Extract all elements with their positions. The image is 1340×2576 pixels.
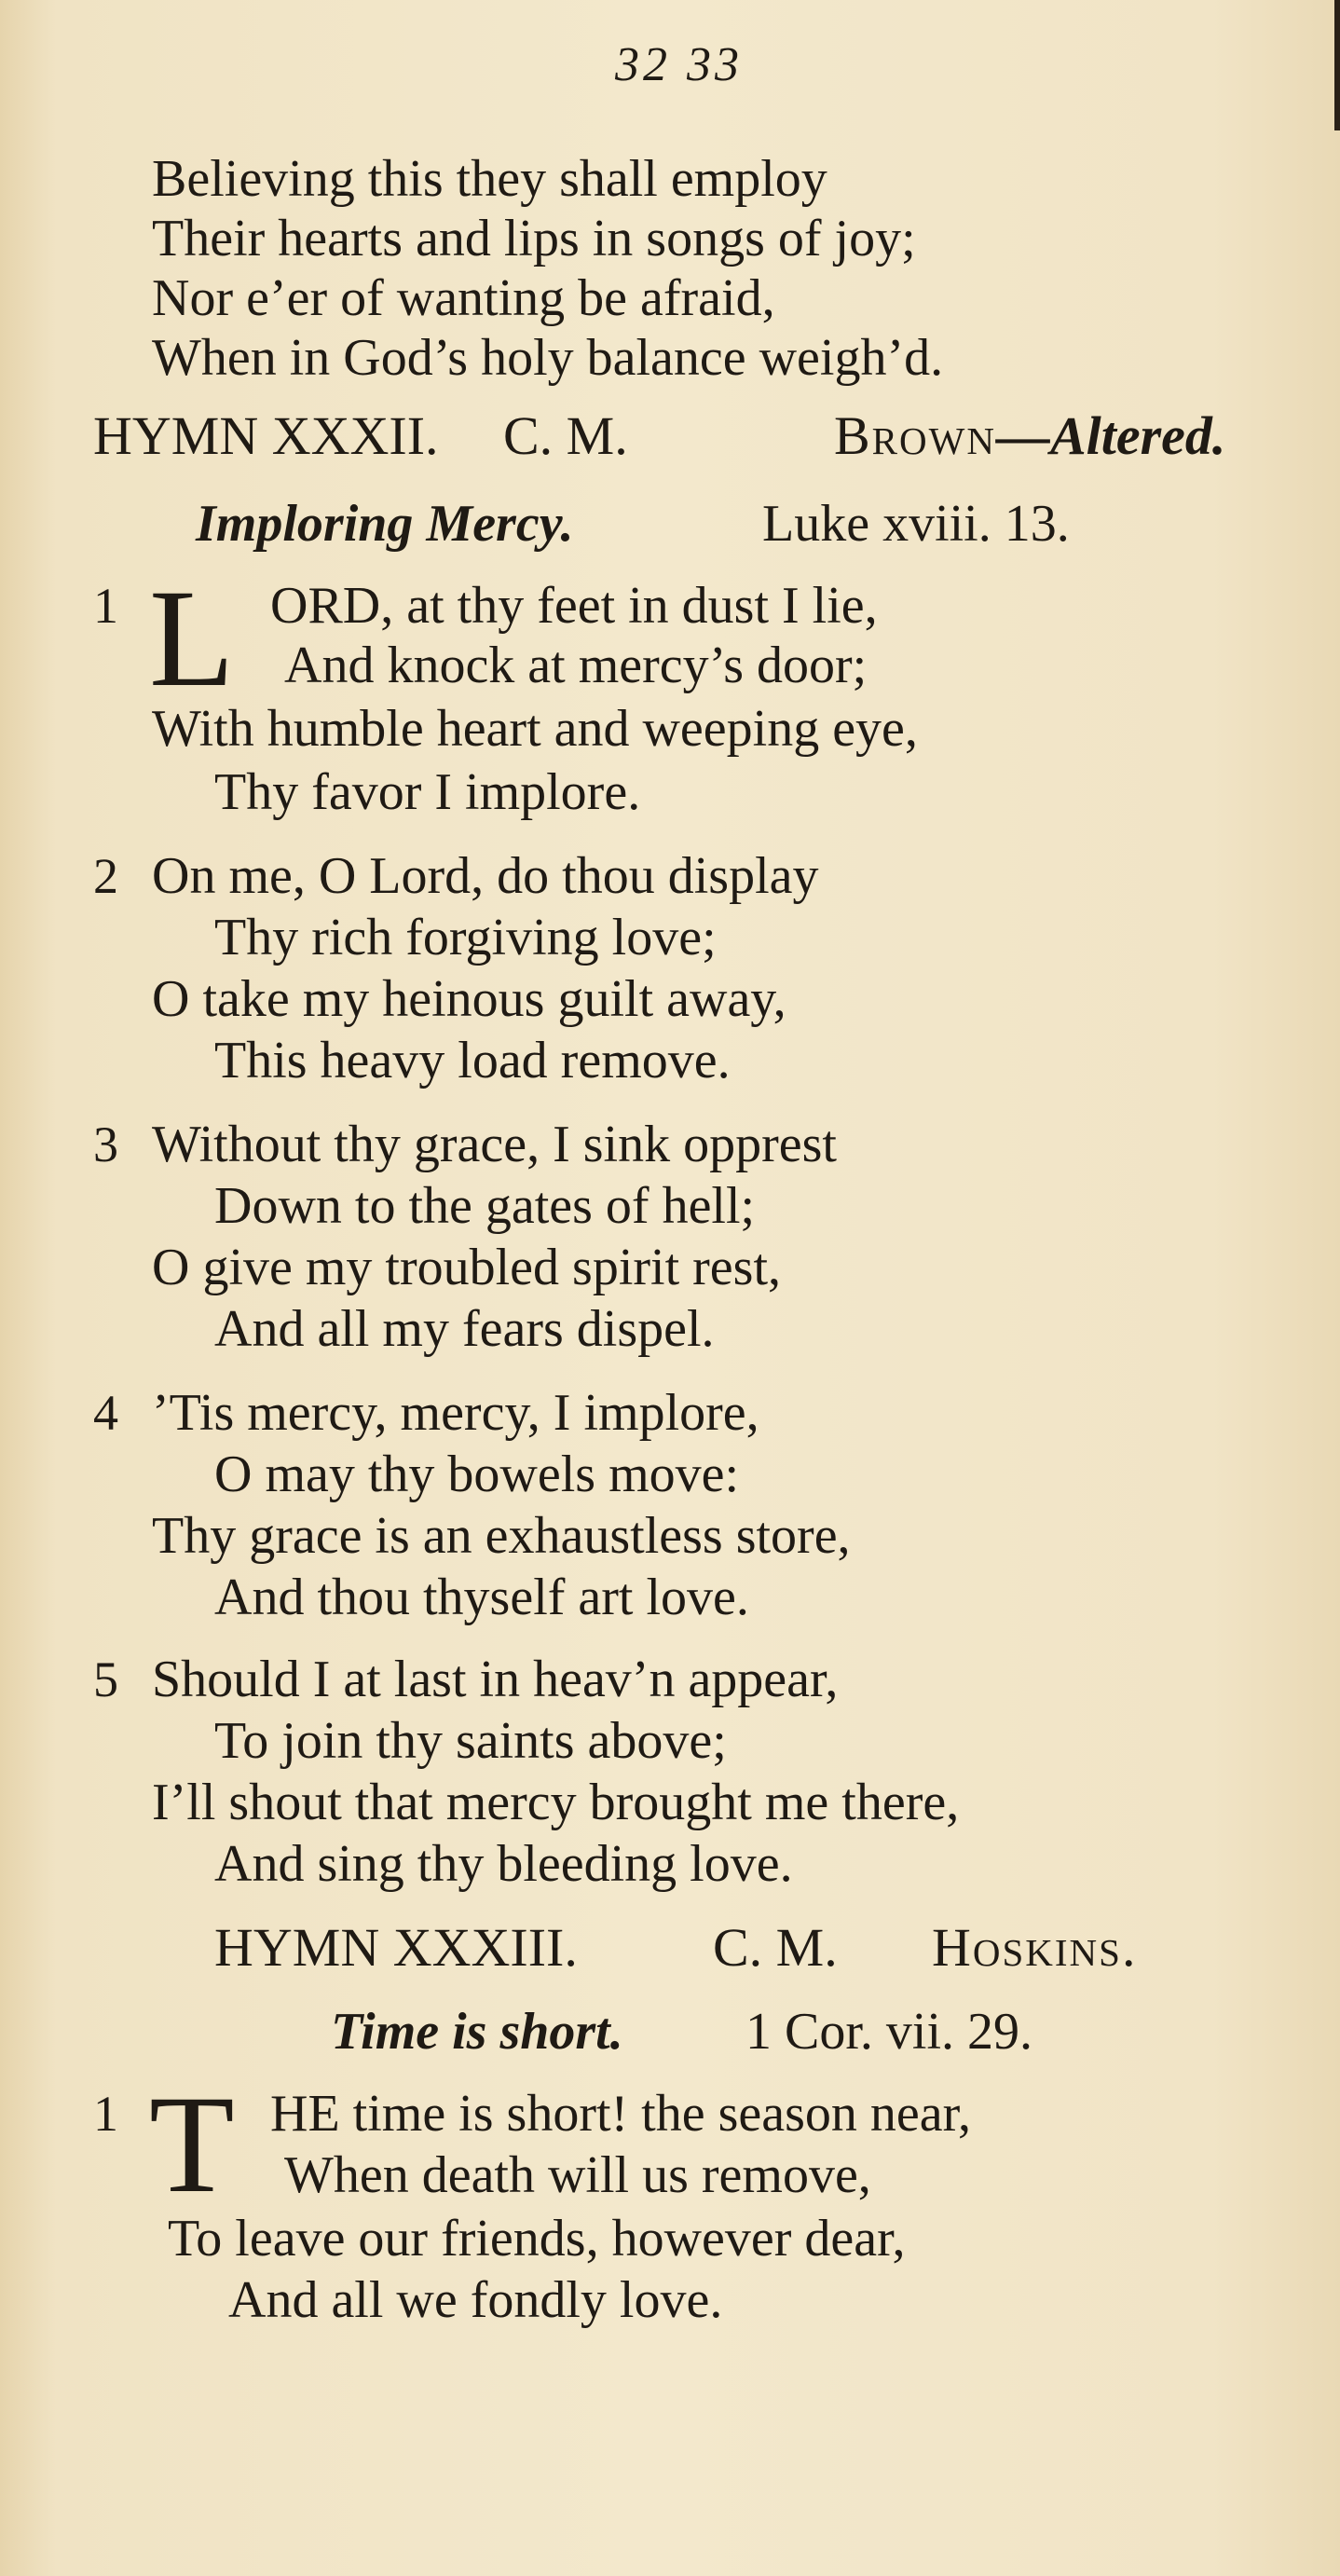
intro-line: Believing this they shall employ xyxy=(152,150,827,208)
verse-line: On me, O Lord, do thou display xyxy=(152,847,819,905)
hymn-author: Brown xyxy=(834,405,996,466)
hymn-theme: Imploring Mercy. xyxy=(196,495,574,553)
verse-line: ’Tis mercy, mercy, I implore, xyxy=(152,1384,759,1442)
verse-line: And knock at mercy’s door; xyxy=(284,637,868,694)
hymn-title: HYMN XXXIII. xyxy=(214,1917,578,1978)
verse-line: This heavy load remove. xyxy=(214,1032,731,1089)
stanza-number: 1 xyxy=(93,578,118,634)
verse-line: I’ll shout that mercy brought me there, xyxy=(152,1774,960,1831)
verse-line: Thy grace is an exhaustless store, xyxy=(152,1507,851,1565)
verse-line: Thy rich forgiving love; xyxy=(214,909,717,966)
verse-line: And thou thyself art love. xyxy=(214,1569,749,1626)
verse-line: And all we fondly love. xyxy=(228,2271,723,2329)
verse-line: ORD, at thy feet in dust I lie, xyxy=(270,577,878,635)
hymn-author-line xyxy=(834,406,1225,466)
hymn-author: Hoskins. xyxy=(932,1917,1138,1978)
verse-line: With humble heart and weeping eye, xyxy=(152,700,918,758)
verse-line: To join thy saints above; xyxy=(214,1712,727,1770)
verse-line: O take my heinous guilt away, xyxy=(152,970,786,1028)
verse-line: Down to the gates of hell; xyxy=(214,1177,756,1235)
stanza-number: 2 xyxy=(93,848,118,904)
stanza-number: 3 xyxy=(93,1117,118,1172)
hymn-author-note: —Altered. xyxy=(995,405,1226,466)
intro-line: Nor e’er of wanting be afraid, xyxy=(152,269,775,327)
verse-line: And sing thy bleeding love. xyxy=(214,1835,793,1893)
verse-line: To leave our friends, however dear, xyxy=(168,2210,906,2268)
drop-cap: L xyxy=(149,561,235,716)
verse-line: O may thy bowels move: xyxy=(214,1446,740,1503)
drop-cap: T xyxy=(149,2067,235,2222)
stanza-number: 1 xyxy=(93,2086,118,2142)
page-edge-shadow xyxy=(1334,0,1340,130)
hymn-meter: C. M. xyxy=(503,405,628,466)
verse-line: And all my fears dispel. xyxy=(214,1300,715,1358)
hymn-theme: Time is short. xyxy=(331,2003,623,2061)
verse-line: Should I at last in heav’n appear, xyxy=(152,1651,839,1708)
verse-line: O give my troubled spirit rest, xyxy=(152,1239,782,1296)
hymn-title: HYMN XXXII. xyxy=(93,405,439,466)
verse-line: Thy favor I implore. xyxy=(214,763,641,821)
verse-line: Without thy grace, I sink opprest xyxy=(152,1116,837,1173)
hymn-meter: C. M. xyxy=(713,1917,838,1978)
page-number: 32 33 xyxy=(615,38,743,91)
hymn-scripture: Luke xviii. 13. xyxy=(762,495,1070,553)
verse-line: When death will us remove, xyxy=(284,2146,871,2204)
hymn-scripture: 1 Cor. vii. 29. xyxy=(745,2003,1033,2061)
intro-line: Their hearts and lips in songs of joy; xyxy=(152,210,916,267)
stanza-number: 5 xyxy=(93,1651,118,1707)
stanza-number: 4 xyxy=(93,1385,118,1441)
intro-line: When in God’s holy balance weigh’d. xyxy=(152,329,944,387)
verse-line: HE time is short! the season near, xyxy=(270,2085,972,2143)
